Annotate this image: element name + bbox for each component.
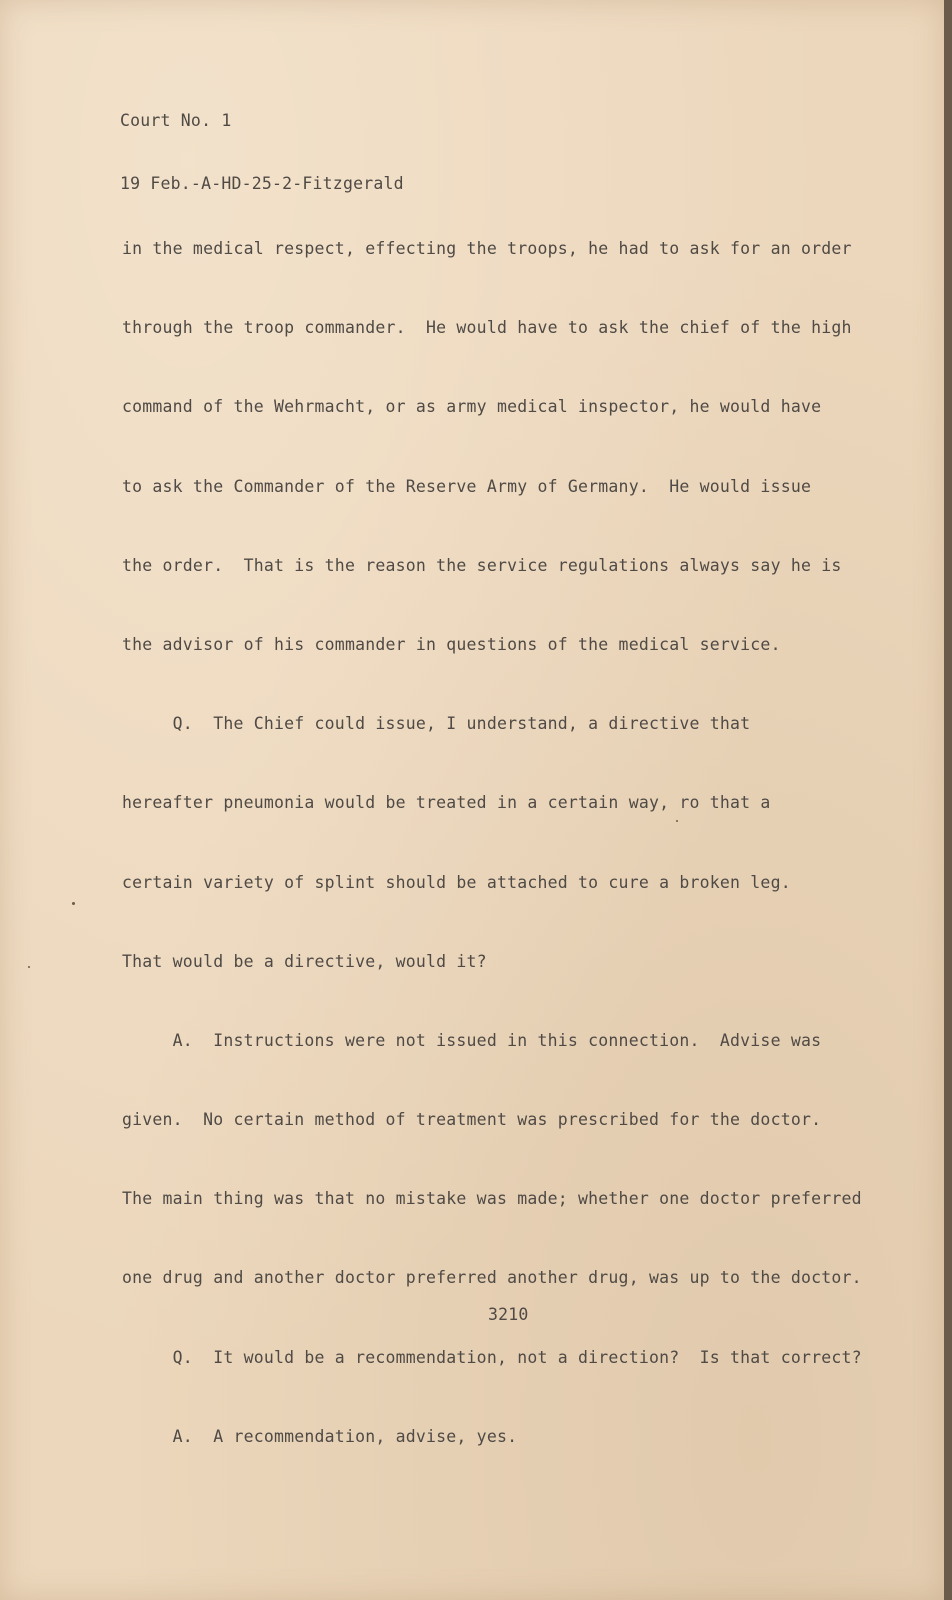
transcript-reference: 19 Feb.-A-HD-25-2-Fitzgerald xyxy=(120,174,404,193)
text-line: to ask the Commander of the Reserve Army of Germany. He would issue xyxy=(122,476,812,496)
text-line: hereafter pneumonia would be treated in a certain way, ro that a xyxy=(122,793,771,813)
text-line: given. No certain method of treatment was prescribed for the doctor. xyxy=(122,1110,822,1130)
page-edge xyxy=(944,0,952,1600)
paper-speck xyxy=(72,902,75,905)
transcript-body xyxy=(122,190,882,1495)
court-number: Court No. 1 xyxy=(120,111,232,130)
text-line: The main thing was that no mistake was made; whether one doctor preferred xyxy=(122,1189,862,1209)
paper-speck xyxy=(28,966,30,968)
text-line: the advisor of his commander in questions of the medical service. xyxy=(122,634,781,654)
text-line: in the medical respect, effecting the troops, he had to ask for an order xyxy=(122,239,852,258)
text-line: one drug and another doctor preferred another drug, was up to the doctor. xyxy=(122,1268,862,1288)
question-line: Q. The Chief could issue, I understand, a directive that xyxy=(122,714,751,734)
text-line: through the troop commander. He would have to ask the chief of the high xyxy=(122,318,852,338)
text-line: the order. That is the reason the service regulations always say he is xyxy=(122,555,842,575)
question-line: Q. It would be a recommendation, not a direction? Is that correct? xyxy=(122,1347,862,1367)
text-line: certain variety of splint should be attached to cure a broken leg. xyxy=(122,872,791,892)
answer-line: A. Instructions were not issued in this connection. Advise was xyxy=(122,1030,822,1050)
page-number: 3210 xyxy=(488,1305,529,1324)
text-line: command of the Wehrmacht, or as army medical inspector, he would have xyxy=(122,397,822,417)
answer-line: A. A recommendation, advise, yes. xyxy=(122,1426,518,1446)
text-line: That would be a directive, would it? xyxy=(122,951,487,971)
paper-speck xyxy=(676,820,678,822)
